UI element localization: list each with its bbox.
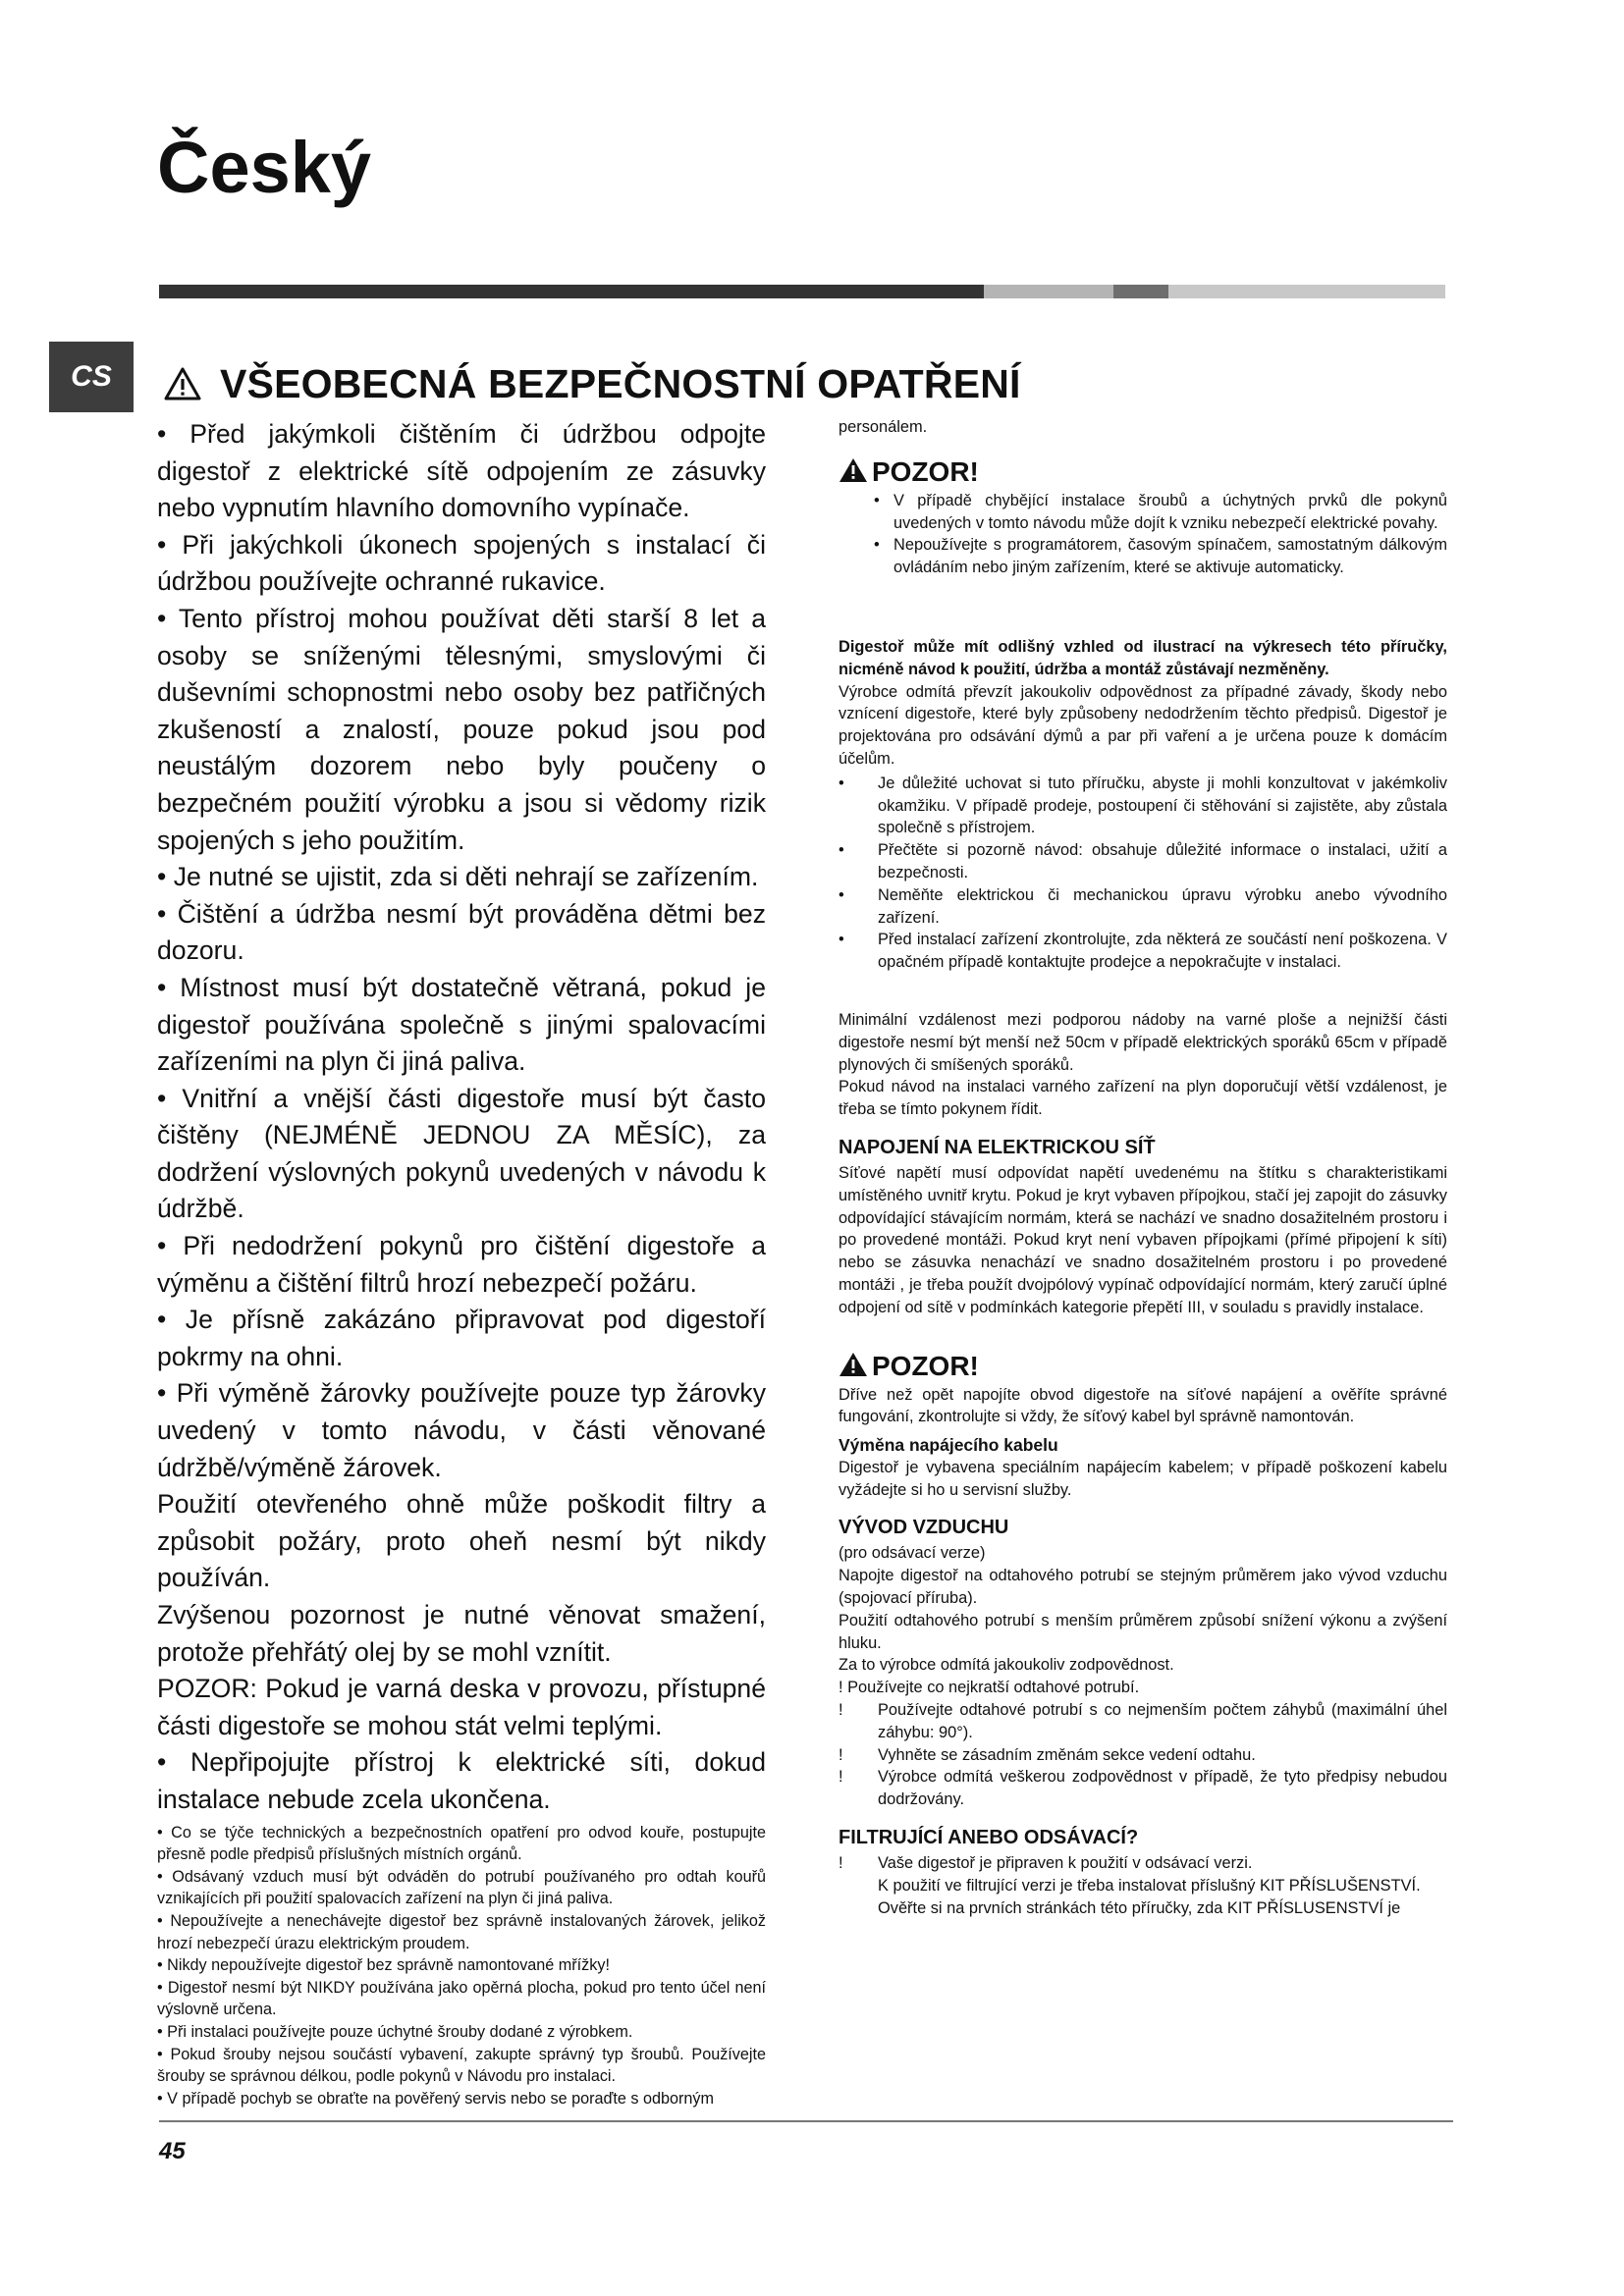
vent-section	[839, 1515, 1447, 1811]
warning-triangle-icon	[839, 1352, 868, 1377]
section-title: NAPOJENÍ NA ELEKTRICKOU SÍŤ	[839, 1136, 1156, 1158]
safety-note: • Při instalaci používejte pouze úchytné šrouby dodané z výrobkem.	[157, 2022, 633, 2041]
list-item	[839, 773, 1447, 839]
pozor-section-1	[839, 454, 1447, 579]
safety-paragraph: Použití otevřeného ohně může poškodit filtry a způsobit požáry, proto oheň nesmí být nikdy používán.	[157, 1489, 766, 1593]
list-item-text: Vaše digestoř je připraven k použití v odsávací verzi.	[878, 1854, 1253, 1873]
list-item	[839, 884, 1447, 930]
main-heading-text: VŠEOBECNÁ BEZPEČNOSTNÍ OPATŘENÍ	[220, 361, 1021, 406]
safety-paragraph: • Při jakýchkoli úkonech spojených s instalací či údržbou používejte ochranné rukavice.	[157, 529, 766, 597]
distance-text: Minimální vzdálenost mezi podporou nádoby na varné ploše a nejnižší části digestoře nesmí být menší než 50cm v případě elektrických sporáků 65cm v případě plynových či smíšených sporáků.	[839, 1010, 1447, 1074]
safety-note: • Pokud šrouby nejsou součástí vybavení, zakupte správný typ šroubů. Používejte šrouby se správnou délkou, podle pokynů v Návodu pro instalaci.	[157, 2045, 766, 2086]
footer-divider	[159, 2120, 1453, 2122]
bullet-icon: •	[839, 931, 844, 949]
pozor-title-text: POZOR!	[872, 455, 979, 487]
list-item-text: V případě chybějící instalace šroubů a úchytných prvků dle pokynů uvedených v tomto návodu může dojít k vzniku nebezpečí elektrické povahy.	[893, 491, 1447, 532]
vent-line: (pro odsávací verze)	[839, 1544, 986, 1563]
header-bar-segment-dark	[159, 285, 984, 298]
pozor-text: Dříve než opět napojíte obvod digestoře na síťové napájení a ověříte správné fungování, zkontrolujte si vždy, že síťový kabel byl správně namontován.	[839, 1385, 1447, 1426]
list-item	[839, 1744, 1447, 1767]
bullet-icon: •	[839, 885, 844, 904]
safety-paragraph: • Při výměně žárovky používejte pouze typ žárovky uvedený v tomto návodu, v části věnované údržbě/výměně žárovek.	[157, 1378, 766, 1482]
warning-triangle-icon	[163, 366, 202, 401]
safety-note: • Odsávaný vzduch musí být odváděn do potrubí používaného pro odtah kouřů vznikajících při použití spalovacích zařízení na plyn či jiná paliva.	[157, 1867, 766, 1908]
safety-paragraph: • Před jakýmkoli čištěním či údržbou odpojte digestoř z elektrické sítě odpojením ze zásuvky nebo vypnutím hlavního domovního vypínače.	[157, 419, 766, 523]
header-bar-segment-pale	[1168, 285, 1445, 298]
safety-paragraph: • Při nedodržení pokynů pro čištění digestoře a výměnu a čištění filtrů hrozí nebezpečí požáru.	[157, 1231, 766, 1298]
list-item-text: Vyhněte se zásadním změnám sekce vedení odtahu.	[878, 1745, 1256, 1764]
vent-line: Za to výrobce odmítá jakoukoliv zodpovědnost.	[839, 1656, 1174, 1675]
safety-paragraph: POZOR: Pokud je varná deska v provozu, přístupné části digestoře se mohou stát velmi teplými.	[157, 1674, 766, 1740]
safety-paragraph: • Je přísně zakázáno připravovat pod digestoří pokrmy na ohni.	[157, 1305, 766, 1371]
safety-paragraph: • Vnitřní a vnější části digestoře musí být často čištěny (NEJMÉNĚ JEDNOU ZA MĚSÍC), za dodržení výslovných pokynů uvedených v návodu k údržbě.	[157, 1083, 766, 1224]
bullet-icon: •	[839, 774, 844, 792]
bullet-icon: •	[874, 536, 880, 555]
list-item	[839, 1852, 1447, 1875]
electric-section	[839, 1135, 1447, 1319]
safety-note: • Co se týče technických a bezpečnostních opatření pro odvod kouře, postupujte přesně podle předpisů příslušných místních orgánů.	[157, 1823, 766, 1864]
language-title: Český	[157, 127, 372, 208]
continuation-text: personálem.	[839, 418, 928, 436]
section-title: VÝVOD VZDUCHU	[839, 1517, 1009, 1539]
list-item-text: Před instalací zařízení zkontrolujte, zda některá ze součástí není poškozena. V opačném případě kontaktujte prodejce a nepokračujte v instalaci.	[878, 931, 1447, 972]
safety-paragraph: Zvýšenou pozornost je nutné věnovat smažení, protože přehřátý olej by se mohl vznítit.	[157, 1600, 766, 1667]
exclamation-icon: !	[839, 1745, 843, 1764]
distance-section	[839, 1009, 1447, 1121]
exclamation-icon: !	[839, 1854, 843, 1873]
pozor-title	[839, 1349, 1447, 1384]
vent-line: ! Používejte co nejkratší odtahové potrubí.	[839, 1679, 1140, 1697]
notice-section	[839, 636, 1447, 974]
notice-list	[839, 773, 1447, 974]
safety-paragraph: • Tento přístroj mohou používat děti starší 8 let a osoby se sníženými tělesnými, smyslovými či duševními schopnostmi nebo osoby bez patřičných zkušeností a znalostí, pouze pokud jsou pod neustálým dozorem nebo byly poučeny o bezpečném použití výrobku a jsou si vědomy rizik spojených s jeho použitím.	[157, 603, 766, 855]
list-item-text: Přečtěte si pozorně návod: obsahuje důležité informace o instalaci, užití a bezpečnosti.	[878, 841, 1447, 881]
notice-bold: Digestoř může mít odlišný vzhled od ilustrací na výkresech této příručky, nicméně návod k použití, údržba a montáž zůstávají nezměněny.	[839, 637, 1447, 678]
list-item	[839, 929, 1447, 974]
safety-paragraph: • Je nutné se ujistit, zda si děti nehrají se zařízením.	[157, 862, 759, 892]
safety-note: • V případě pochyb se obraťte na pověřený servis nebo se poraďte s odborným	[157, 2089, 714, 2108]
safety-paragraph: • Nepřipojujte přístroj k elektrické síti, dokud instalace nebude zcela ukončena.	[157, 1747, 766, 1814]
list-item-text: Nepoužívejte s programátorem, časovým spínačem, samostatným dálkovým ovládáním nebo jiným zařízením, které se aktivuje automaticky.	[893, 536, 1447, 577]
safety-note: • Nepoužívejte a nenechávejte digestoř bez správně instalovaných žárovek, jelikož hrozí nebezpečí úrazu elektrickým proudem.	[157, 1911, 766, 1952]
header-bar-segment-light	[984, 285, 1113, 298]
safety-paragraph: • Místnost musí být dostatečně větraná, pokud je digestoř používána společně s jinými spalovacími zařízeními na plyn či jiná paliva.	[157, 972, 766, 1077]
pozor-title	[839, 454, 1447, 490]
notice-text: Výrobce odmítá převzít jakoukoliv odpovědnost za případné závady, škody nebo vznícení digestoře, které byly způsobeny nedodržením těchto předpisů. Digestoř je projektována pro odsávání dýmů a par při vaření a je určena pouze k domácím účelům.	[839, 682, 1447, 768]
exclamation-icon: !	[839, 1701, 843, 1720]
list-item-text: Používejte odtahové potrubí s co nejmenším počtem záhybů (maximální úhel záhybu: 90°).	[878, 1701, 1447, 1741]
list-item	[839, 490, 1447, 535]
header-bar	[159, 285, 1445, 298]
cable-text: Digestoř je vybavena speciálním napájecím kabelem; v případě poškození kabelu vyžádejte si ho u servisní služby.	[839, 1458, 1447, 1499]
left-column	[157, 416, 766, 2109]
distance-text: Pokud návod na instalaci varného zařízení na plyn doporučují větší vzdálenost, je třeba se tímto pokynem řídit.	[839, 1078, 1447, 1119]
safety-note: • Nikdy nepoužívejte digestoř bez správně namontované mřížky!	[157, 1956, 610, 1975]
pozor-list	[839, 490, 1447, 579]
safety-note: • Digestoř nesmí být NIKDY používána jako opěrná plocha, pokud pro tento účel není výslovně určena.	[157, 1978, 766, 2019]
filter-line: K použití ve filtrující verzi je třeba instalovat příslušný KIT PŘÍSLUŠENSTVÍ.	[878, 1876, 1421, 1895]
language-badge: CS	[49, 342, 134, 412]
pozor-title-text: POZOR!	[872, 1350, 979, 1381]
pozor-section-2	[839, 1349, 1447, 1429]
cable-section	[839, 1434, 1447, 1501]
bullet-icon: •	[839, 841, 844, 860]
main-heading	[163, 361, 1021, 407]
vent-line: Napojte digestoř na odtahového potrubí se stejným průměrem jako vývod vzduchu (spojovací příruba).	[839, 1567, 1447, 1608]
filter-section	[839, 1825, 1447, 1919]
section-text: Síťové napětí musí odpovídat napětí uvedenému na štítku s charakteristikami umístěného uvnitř krytu. Pokud je kryt vybaven přípojkou, stačí jej zapojit do zásuvky odpovídající stávajícím normám, která se nachází ve snadno dosažitelném prostoru i po provedené montáži. Pokud kryt není vybaven přípojkami (přímé připojení k síti) nebo se zásuvka nenachází ve snadno dosažitelném prostoru i po provedené montáži , je třeba použít dvojpólový vypínač odpovídající normám, který zaručí úplné odpojení od sítě v podmínkách kategorie přepětí III, v souladu s pravidly instalace.	[839, 1163, 1447, 1316]
page-number: 45	[159, 2138, 186, 2164]
exclamation-icon: !	[839, 1768, 843, 1787]
list-item	[839, 534, 1447, 579]
header-bar-segment-mid	[1113, 285, 1168, 298]
vent-list	[839, 1699, 1447, 1811]
bullet-icon: •	[874, 491, 880, 509]
right-column	[839, 416, 1447, 1919]
list-item	[839, 1699, 1447, 1744]
cable-title: Výměna napájecího kabelu	[839, 1435, 1058, 1456]
safety-paragraph: • Čištění a údržba nesmí být prováděna dětmi bez dozoru.	[157, 898, 766, 966]
warning-triangle-icon	[839, 457, 868, 483]
vent-line: Použití odtahového potrubí s menším průměrem způsobí snížení výkonu a zvýšení hluku.	[839, 1611, 1447, 1652]
list-item	[839, 1766, 1447, 1811]
list-item-text: Neměňte elektrickou či mechanickou úpravu výrobku anebo vývodního zařízení.	[878, 885, 1447, 927]
filter-list	[839, 1852, 1447, 1875]
filter-line: Ověřte si na prvních stránkách této příručky, zda KIT PŘÍSLUSENSTVÍ je	[878, 1898, 1401, 1917]
list-item	[839, 839, 1447, 884]
list-item-text: Je důležité uchovat si tuto příručku, abyste ji mohli konzultovat v jakémkoliv okamžiku. V případě prodeje, postoupení či stěhování si zajistěte, aby zůstala společně s přístrojem.	[878, 774, 1447, 837]
section-title: FILTRUJÍCÍ ANEBO ODSÁVACÍ?	[839, 1827, 1139, 1849]
list-item-text: Výrobce odmítá veškerou zodpovědnost v případě, že tyto předpisy nebudou dodržovány.	[878, 1768, 1447, 1809]
